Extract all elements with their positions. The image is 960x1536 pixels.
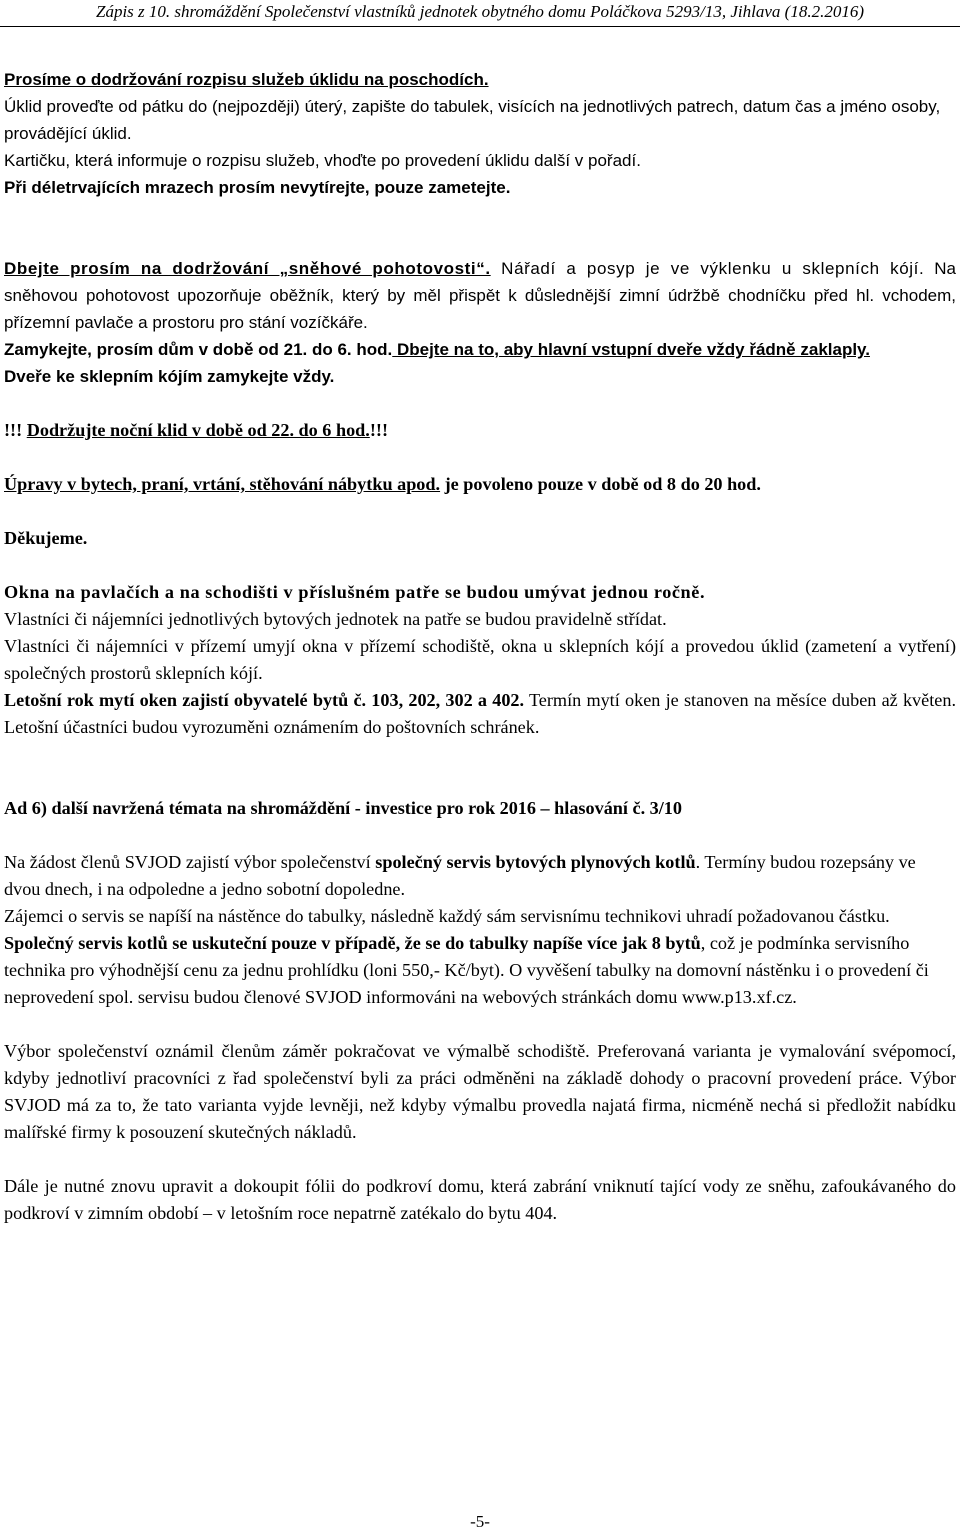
windows-line1: Vlastníci či nájemníci jednotlivých bytových jednotek na patře se budou pravidelně střídat. — [4, 609, 667, 629]
snow-text1: Nářadí a posyp je ve výklenku u sklepních kójí. — [490, 259, 925, 278]
page-number: -5- — [470, 1512, 490, 1531]
works-text2: je povoleno pouze v době od 8 do 20 hod. — [440, 474, 761, 494]
ad6-paragraph4: Dále je nutné znovu upravit a dokoupit fólii do podkroví domu, která zabrání vniknutí tající vody ze sněhu, zafoukávaného do podkroví v zimním období – v letošním roce nepatrně zatékalo do bytu 404. — [4, 1176, 956, 1223]
ad6-heading: Ad 6) další navržená témata na shromáždění - investice pro rok 2016 – hlasování č. 3/10 — [4, 798, 682, 818]
quiet-paragraph — [4, 417, 956, 444]
windows-line3 — [4, 687, 956, 741]
thanks-text: Děkujeme. — [4, 528, 88, 548]
windows-title: Okna na pavlačích a na schodišti v příslušném patře se budou umývat jednou ročně. — [4, 582, 706, 602]
snow-title: Dbejte prosím na dodržování „sněhové pohotovosti“. — [4, 259, 491, 278]
ad6-p1-a: Na žádost členů SVJOD zajistí výbor společenství — [4, 852, 376, 872]
windows-line3-bold: Letošní rok mytí oken zajistí obyvatelé bytů č. 103, 202, 302 a 402. — [4, 690, 525, 710]
cellar-text: Dveře ke sklepním kójím zamykejte vždy. — [4, 367, 335, 386]
lock-text: Zamykejte, prosím dům v době od 21. do 6. hod. — [4, 340, 393, 359]
works-text: Úpravy v bytech, praní, vrtání, stěhování nábytku apod. — [4, 474, 441, 494]
snow-paragraph — [4, 255, 956, 336]
quiet-prefix: !!! — [4, 420, 27, 440]
lock-door-text: Dbejte na to, aby hlavní vstupní dveře vždy řádně zaklaply. — [392, 340, 870, 359]
snow-text2: Na sněhovou pohotovost upozorňuje oběžník, který by měl přispět k důslednější zimní údržbě chodníčku před hl. vchodem, přízemní pavlače a prostoru pro stání vozíčkáře. — [4, 259, 956, 332]
quiet-suffix: !!! — [369, 420, 388, 440]
works-paragraph — [4, 471, 956, 498]
quiet-text: Dodržujte noční klid v době od 22. do 6 hod. — [26, 420, 370, 440]
spacer — [4, 201, 956, 255]
windows-line2: Vlastníci či nájemníci v přízemí umyjí okna v přízemí schodiště, okna u sklepních kójí a provedou úklid (zametení a vytření) společných prostorů sklepních kójí. — [4, 636, 956, 683]
spacer — [4, 741, 956, 795]
spacer — [4, 822, 956, 849]
ad6-paragraph1 — [4, 849, 956, 903]
ad6-p1-b: společný servis bytových plynových kotlů — [375, 852, 696, 872]
ad6-p2-b: Společný servis kotlů se uskuteční pouze v případě, že se do tabulky napíše více jak 8 bytů — [4, 933, 701, 953]
cleaning-line1: Úklid proveďte od pátku do (nejpozději) úterý, zapište do tabulek, visících na jednotlivých patrech, datum čas a jméno osoby, provádějící úklid. — [4, 97, 941, 143]
spacer — [4, 552, 956, 579]
ad6-paragraph3: Výbor společenství oznámil členům záměr pokračovat ve výmalbě schodiště. Preferovaná varianta je vymalování svépomocí, kdyby jednotliví pracovníci z řad společenství byli za práci odměněni na základě dohody o pracovní provedení práce. Výbor SVJOD má za to, že tato varianta vyjde levněji, než kdyby výmalbu provedla najatá firma, nicméně nechá si předložit nabídku malířské firmy k posouzení skutečných nákladů. — [4, 1041, 956, 1142]
header-rule — [0, 26, 960, 27]
ad6-p2-a: Zájemci o servis se napíší na nástěnce do tabulky, následně každý sám servisnímu technikovi uhradí požadovanou částku. — [4, 906, 890, 926]
lock-paragraph — [4, 336, 956, 363]
cleaning-title: Prosíme o dodržování rozpisu služeb úklidu na poschodích. — [4, 70, 489, 89]
ad6-p1-c: . Termíny budou rozepsány ve dvou dnech, i na odpoledne a jedno sobotní dopoledne. — [4, 852, 916, 899]
cleaning-line2: Kartičku, která informuje o rozpisu služeb, vhoďte po provedení úklidu další v pořadí. — [4, 151, 641, 170]
spacer — [4, 1146, 956, 1173]
page-header: Zápis z 10. shromáždění Společenství vlastníků jednotek obytného domu Poláčkova 5293/13, Jihlava (18.2.2016) — [95, 2, 864, 21]
cleaning-line3: Při déletrvajících mrazech prosím nevytírejte, pouze zametejte. — [4, 178, 511, 197]
spacer — [4, 390, 956, 417]
windows-line3-rest: Termín mytí oken je stanoven na měsíce duben až květen. Letošní účastníci budou vyrozuměni oznámením do poštovních schránek. — [4, 690, 956, 737]
spacer — [4, 1011, 956, 1038]
spacer — [4, 444, 956, 471]
ad6-paragraph2 — [4, 903, 956, 1011]
spacer — [4, 498, 956, 525]
document-body — [4, 66, 956, 1227]
ad6-p2-c: , což je podmínka servisního technika pro výhodnější cenu za jednu prohlídku (loni 550,- Kč/byt). O vyvěšení tabulky na domovní nástěnku i o provedení či neprovedení spol. servisu budou členové SVJOD informováni na webových stránkách domu www.p13.xf.cz. — [4, 933, 929, 1007]
